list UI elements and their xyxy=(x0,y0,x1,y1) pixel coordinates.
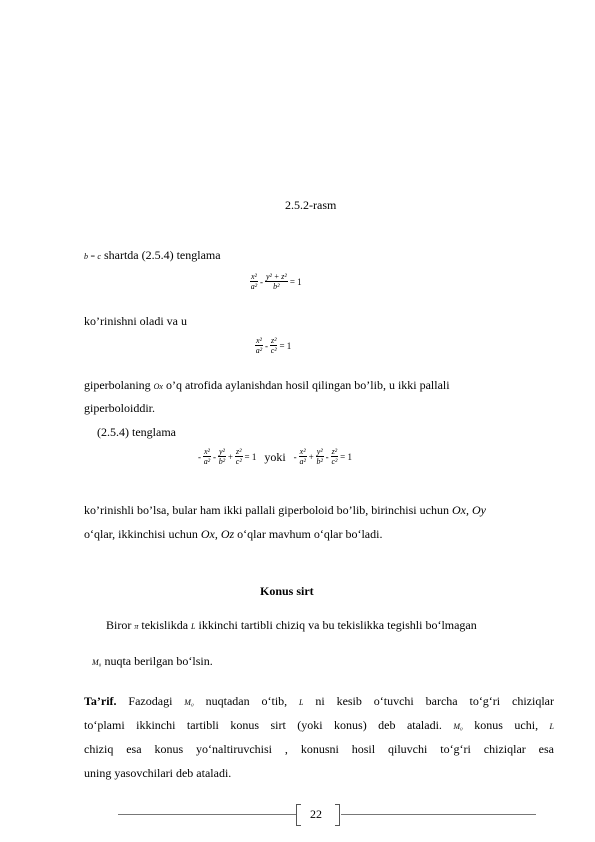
text-line-7: o‘qlar, ikkinchisi uchun Ox, Oz o‘qlar mavhum o‘qlar bo‘ladi. xyxy=(84,527,383,541)
paragraph-2: M₀ nuqta berilgan bo‘lsin. xyxy=(92,654,213,668)
definition-line-2: to‘plami ikkinchi tartibli konus sirt (yoki konus) deb ataladi. M₀ konus uchi, L xyxy=(84,718,554,732)
definition-line-1: Ta’rif. Fazodagi M₀ nuqtadan o‘tib, L ni kesib o‘tuvchi barcha to‘g‘ri chiziqlar xyxy=(84,694,554,708)
formula-b-eq-c: b = c xyxy=(84,252,101,261)
text-line-condition: b = c shartda (2.5.4) tenglama xyxy=(84,248,221,262)
figure-caption: 2.5.2-rasm xyxy=(285,198,337,212)
footer-bracket-left xyxy=(296,804,301,826)
equation-3: - $\frac{\text{x²}}{\text{a²}}$ - $\frac{\text{y²}}{\text{b²}}$ + $\frac{\text{z²}}{\text{c²}}$ = 1 yoki - $\frac{\text{x²}}{\text{a²}}$ + $\frac{\text{y²}}{\text{b²}}$ - $\frac{\text{z²}}{\text{c²}}$ = 1 xyxy=(198,447,352,466)
text-line-3: giperbolaning Ox o’q atrofida aylanishdan hosil qilingan bo’lib, u ikki pallali xyxy=(84,378,450,392)
page-number: 22 xyxy=(310,807,322,821)
text-line-2: ko’rinishni oladi va u xyxy=(84,314,187,328)
equation-2: $\frac{\text{x²}}{\text{a²}}$ - $\frac{\text{z²}}{\text{c²}}$ = 1 xyxy=(255,336,292,355)
footer-rule-left xyxy=(118,814,296,815)
definition-line-3: chiziq esa konus yo‘naltiruvchisi , konusni hosil qiluvchi to‘g‘ri chiziqlar esa xyxy=(84,742,554,756)
text-line-4: giperboloiddir. xyxy=(84,401,155,415)
yoki-word: yoki xyxy=(264,449,286,464)
section-heading: Konus sirt xyxy=(260,584,314,598)
footer-rule-right xyxy=(341,814,536,815)
text-line-5: (2.5.4) tenglama xyxy=(97,425,176,439)
text-line-6: ko’rinishli bo’lsa, bular ham ikki pallali giperboloid bo’lib, birinchisi uchun Ox, Oy xyxy=(84,503,486,517)
definition-line-4: uning yasovchilari deb ataladi. xyxy=(84,766,232,780)
paragraph-1: Biror π tekislikda L ikkinchi tartibli chiziq va bu tekislikka tegishli bo‘lmagan xyxy=(106,618,477,632)
footer-bracket-right xyxy=(335,804,340,826)
equation-1: $\frac{\text{x²}}{\text{a²}}$ - $\frac{\text{y² + z²}}{\text{b²}}$ = 1 xyxy=(250,272,302,291)
